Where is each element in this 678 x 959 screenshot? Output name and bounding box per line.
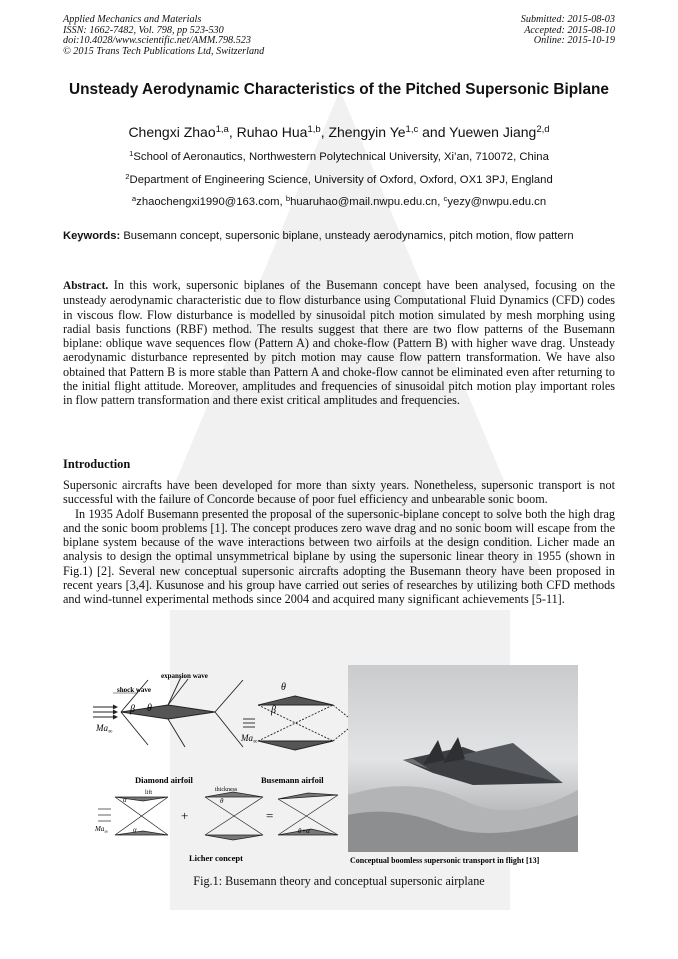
email-text: zhaochengxi1990@163.com,: [136, 196, 286, 208]
author-affil-sup: 2,d: [536, 123, 550, 135]
author-affil-sup: 1,c: [405, 123, 419, 135]
keywords-label: Keywords:: [63, 230, 121, 242]
beta-label: β: [271, 705, 276, 716]
journal-name: Applied Mechanics and Materials: [63, 14, 202, 25]
author-emails: [63, 195, 615, 209]
figure-caption: Fig.1: Busemann theory and conceptual supersonic airplane: [193, 874, 485, 888]
figure-1: [93, 665, 585, 869]
copyright-line: © 2015 Trans Tech Publications Ltd, Switzerland: [63, 45, 265, 57]
alpha-label: α: [123, 796, 127, 804]
doi-line: doi:10.4028/www.scientific.net/AMM.798.523: [63, 35, 251, 47]
section-heading-introduction: Introduction: [63, 457, 131, 471]
author-name: Zhengyin Ye: [328, 124, 406, 140]
diamond-airfoil-label: Diamond airfoil: [135, 775, 193, 785]
theta-label: θ: [281, 682, 286, 693]
diamond-airfoil-diagram: [93, 677, 243, 747]
affiliation-sup: 1: [129, 148, 134, 158]
introduction-body: [63, 478, 615, 607]
shock-wave-label: shock wave: [117, 686, 152, 694]
mach-label: $Ma_\infty$: [95, 825, 108, 835]
abstract-label: Abstract.: [63, 280, 109, 292]
paragraph: In 1935 Adolf Busemann presented the proposal of the supersonic-biplane concept to solve both the high drag and the sonic boom problems [1]. The concept produces zero wave drag and no sonic boom will escape from the biplane system because of the wave interactions between two airfoils at the design condition. Licher made an analysis to design the optimal unsymmetrical biplane by using the supersonic linear theory in 1955 (shown in Fig.1) [2]. Several new conceptual supersonic aircrafts adopting the Busemann theory have been proposed in recent years [3,4]. Kusunose and his group have carried out series of researches by utilizing both CFD methods and wind-tunnel experimental methods since 2004 and acquired many significant achievements [5-11].: [63, 506, 615, 607]
author-separator: ,: [228, 124, 237, 140]
affiliation-sup: 2: [125, 171, 130, 181]
mach-label: $Ma_\infty$: [96, 723, 113, 735]
theta-label: θ: [147, 703, 152, 714]
abstract-text: In this work, supersonic biplanes of the Busemann concept have been analysed, focusing on the unsteady aerodynamic characteristic due to flow disturbance using Computational Fluid Dynamics (CFD) codes in viscous flow. Flow disturbance is modelled by sinusoidal pitch motion simulated by mesh morphing using radial basis functions (RBF) method. The results suggest that there are two flow patterns of the Busemann biplane: oblique wave sequences flow (Pattern A) and choke-flow (Pattern B) with higher wave drag. Unsteady aerodynamic disturbance represented by pitch motion may cause flow pattern transformation. We have also obtained that Pattern B is more stable than Pattern A and choke-flow cannot be eliminated even after returning to the initial flight attitude. Moreover, amplitudes and frequencies of sinusoidal pitch motion play important roles in flow pattern transformation and there exist critical amplitudes and frequencies.: [63, 278, 616, 408]
issn-line: ISSN: 1662-7482, Vol. 798, pp 523-530: [63, 24, 224, 36]
journal-info: [63, 15, 264, 57]
mach-label: $Ma_\infty$: [241, 733, 258, 745]
submitted-date: Submitted: 2015-08-03: [520, 14, 615, 25]
keywords-text: Busemann concept, supersonic biplane, unsteady aerodynamics, pitch motion, flow pattern: [123, 230, 574, 242]
aircraft-photo: [348, 665, 578, 852]
affiliation-text: Department of Engineering Science, University of Oxford, Oxford, OX1 3PJ, England: [129, 174, 553, 186]
theta-label: θ: [220, 797, 224, 805]
paragraph: Supersonic aircrafts have been developed for more than sixty years. Nonetheless, supersonic transport is not successful with the failure of Concorde because of poor fuel efficiency and unbearable sonic boom.: [63, 478, 615, 507]
author-separator: and: [418, 124, 450, 140]
email-sup: c: [443, 193, 448, 203]
affiliation-text: School of Aeronautics, Northwestern Polytechnical University, Xi’an, 710072, China: [133, 151, 549, 163]
author-name: Ruhao Hua: [236, 124, 308, 140]
paper-title: Unsteady Aerodynamic Characteristics of the Pitched Supersonic Biplane: [69, 81, 609, 98]
online-date: Online: 2015-10-19: [533, 35, 615, 47]
licher-concept-label: Licher concept: [189, 853, 243, 863]
email-sup: a: [131, 193, 137, 203]
author-affil-sup: 1,a: [215, 123, 229, 135]
beta-label: β: [130, 704, 135, 715]
email-text: huaruhao@mail.nwpu.edu.cn,: [290, 196, 444, 208]
email-text: yezy@nwpu.edu.cn: [447, 196, 547, 208]
busemann-airfoil-diagram: [243, 696, 348, 750]
abstract: [63, 278, 615, 408]
expansion-wave-label: expansion wave: [161, 672, 208, 680]
author-list: [63, 123, 615, 141]
affiliation-2: [63, 173, 615, 187]
plus-symbol: +: [181, 808, 189, 823]
equals-symbol: =: [266, 808, 274, 823]
alpha-label: α: [133, 826, 137, 834]
dates-info: [521, 15, 615, 47]
accepted-date: Accepted: 2015-08-10: [524, 24, 615, 36]
author-name: Chengxi Zhao: [128, 124, 216, 140]
busemann-airfoil-label: Busemann airfoil: [261, 775, 324, 785]
lift-label: lift: [145, 790, 152, 796]
affiliation-1: [63, 150, 615, 164]
email-sup: b: [285, 193, 291, 203]
keywords: [63, 230, 615, 243]
theta-alpha-label: θ+α: [298, 827, 310, 835]
author-name: Yuewen Jiang: [449, 124, 537, 140]
photo-caption: Conceptual boomless supersonic transport in flight [13]: [350, 856, 540, 865]
author-affil-sup: 1,b: [307, 123, 321, 135]
author-separator: ,: [320, 124, 329, 140]
thickness-label: thickness: [215, 787, 238, 793]
